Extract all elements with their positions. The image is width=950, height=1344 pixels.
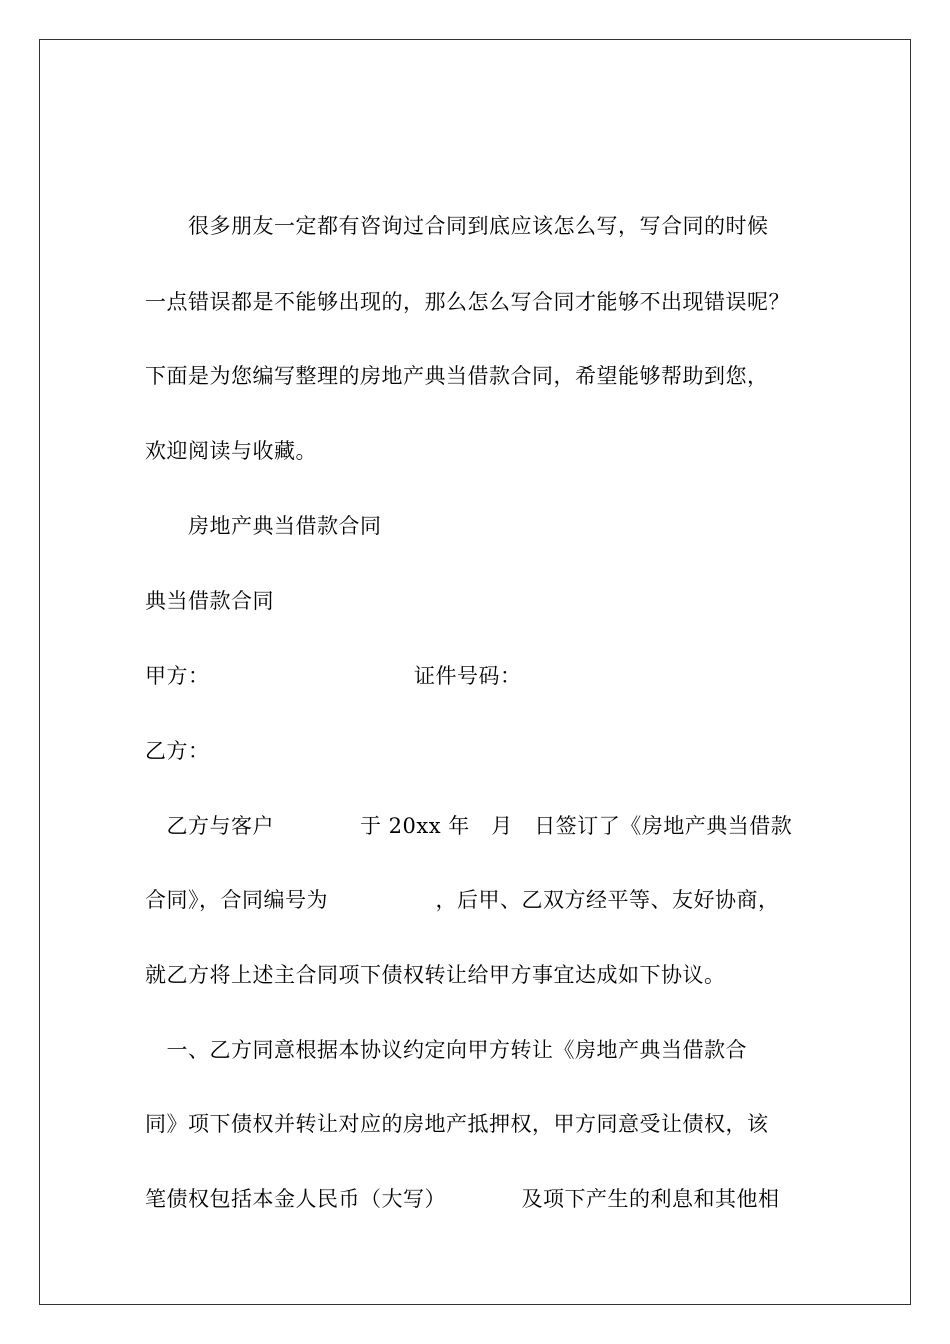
clause-line: 笔债权包括本金人民币（大写） 及项下产生的利息和其他相: [145, 1187, 780, 1211]
paragraph-line: 合同》，合同编号为 ，后甲、乙双方经平等、友好协商，: [145, 888, 780, 912]
paragraph-line: 乙方与客户 于 20xx 年 月 日签订了《房地产典当借款: [145, 814, 793, 838]
paragraph-line: 就乙方将上述主合同项下债权转让给甲方事宜达成如下协议。: [145, 963, 726, 987]
party-b-line: 乙方：: [145, 739, 210, 763]
paragraph-line: 欢迎阅读与收藏。: [145, 439, 317, 463]
paragraph-line: 一点错误都是不能够出现的，那么怎么写合同才能够不出现错误呢？: [145, 290, 790, 314]
party-a-line: 甲方： 证件号码：: [145, 664, 522, 688]
clause-line: 同》项下债权并转让对应的房地产抵押权，甲方同意受让债权，该: [145, 1112, 769, 1136]
paragraph-line: 下面是为您编写整理的房地产典当借款合同，希望能够帮助到您，: [145, 364, 769, 388]
clause-line: 一、乙方同意根据本协议约定向甲方转让《房地产典当借款合: [145, 1038, 747, 1062]
contract-subtitle: 典当借款合同: [145, 589, 274, 613]
paragraph-line: 很多朋友一定都有咨询过合同到底应该怎么写，写合同的时候: [145, 214, 769, 238]
contract-title: 房地产典当借款合同: [145, 514, 382, 538]
